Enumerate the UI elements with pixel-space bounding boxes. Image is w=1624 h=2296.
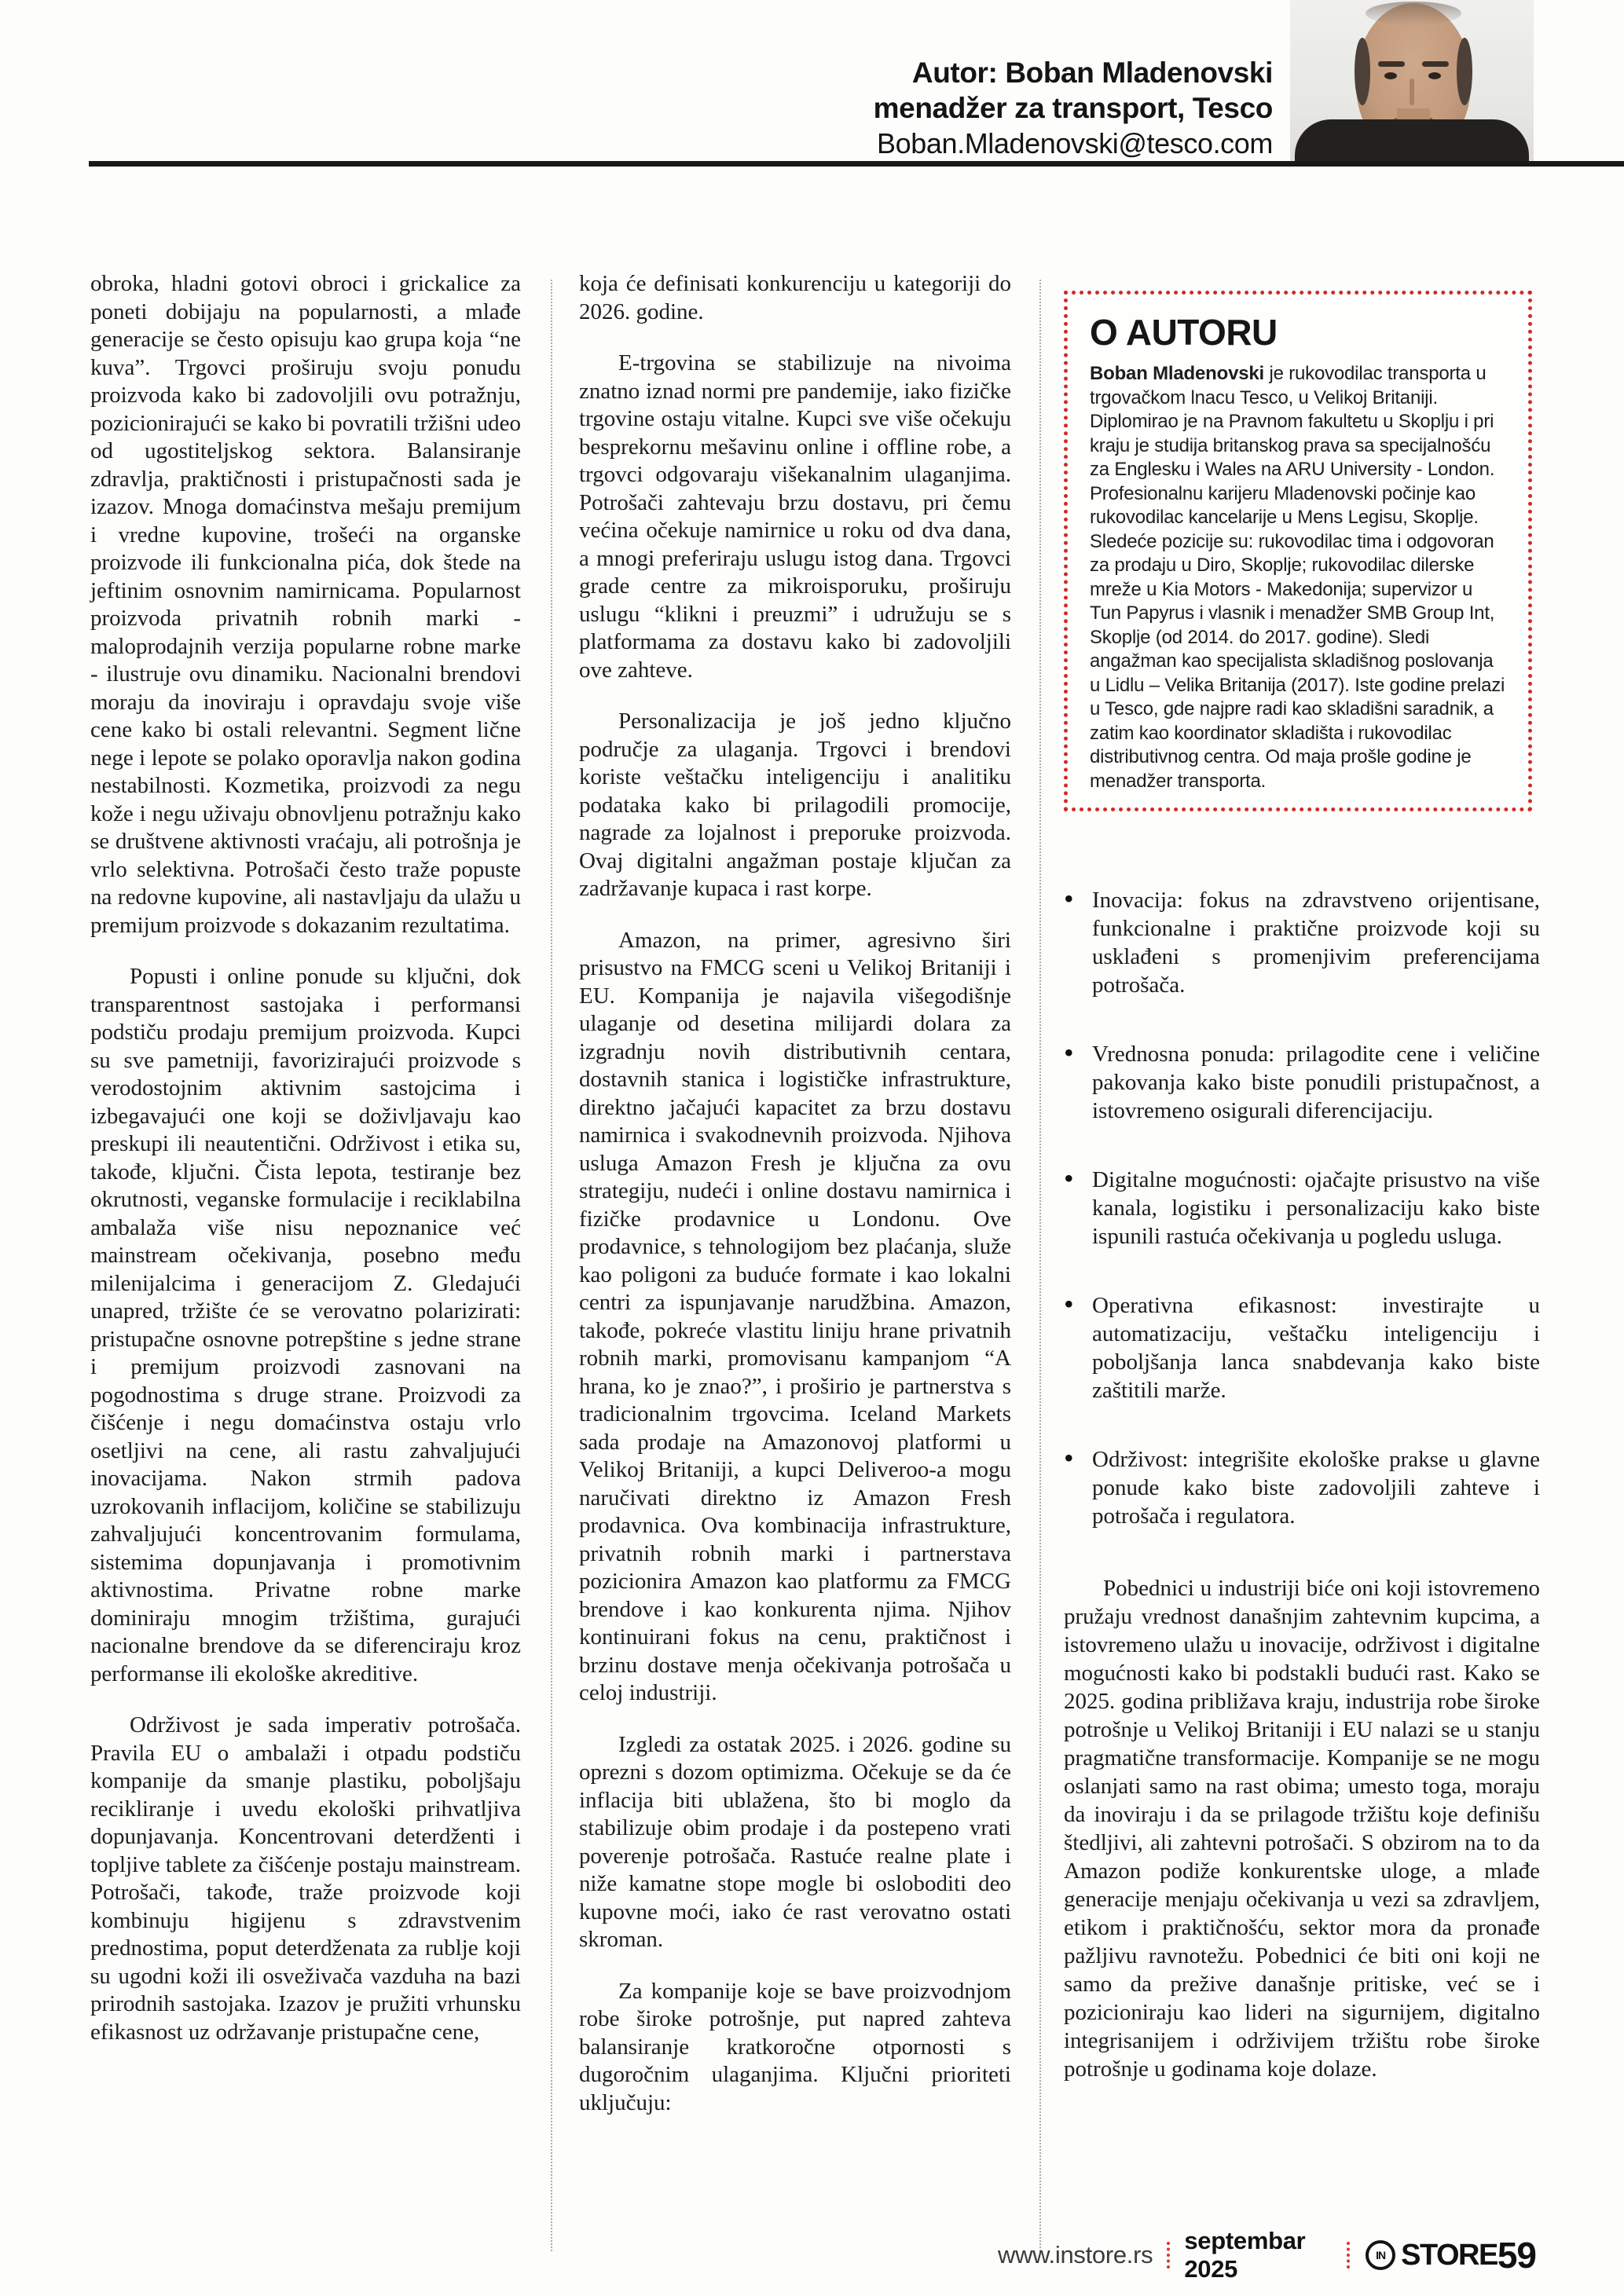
footer-site-url: www.instore.rs xyxy=(998,2241,1153,2269)
bullet-text: Operativna efikasnost: investirajte u automatizaciju, veštačku inteligenciju i poboljšanja lanca snabdevanja kako biste zaštitili marže. xyxy=(1092,1293,1540,1403)
priority-bullet-list xyxy=(1064,883,1540,1530)
author-portrait-photo xyxy=(1290,0,1534,162)
bullet-text: Digitalne mogućnosti: ojačajte prisustvo na više kanala, logistiku i personalizaciju kako biste ispunili rastuća očekivanja u pogledu usluga. xyxy=(1092,1167,1540,1249)
bullet-icon: • xyxy=(1064,1442,1074,1474)
author-role-line: menadžer za transport, Tesco xyxy=(873,92,1273,124)
bullet-item xyxy=(1064,1442,1540,1530)
bullet-text: Vrednosna ponuda: prilagodite cene i veličine pakovanja kako biste ponudili pristupačnost, a istovremeno osigurali diferencijaciju. xyxy=(1092,1042,1540,1123)
article-paragraph: Popusti i online ponude su ključni, dok transparentnost sastojaka i performansi podstiču prodaju premijum proizvoda. Kupci su sve pametniji, favorizirajući proizvode s verodostojnim aktivnim sastojcima i izbegavajući one koji se doživljavaju kao preskupi ili neautentični. Održivost i etika su, takođe, ključni. Čista lepota, testiranje bez okrutnosti, veganske formulacije i reciklabilna ambalaža više nisu nepoznanice već mainstream očekivanja, posebno među milenijalcima i generacijom Z. Gledajući unapred, tržište će se verovatno polarizirati: pristupačne osnovne potrepštine s jedne strane i premijum proizvodi zasnovani na pogodnostima s druge strane. Proizvodi za čišćenje i negu domaćinstva ostaju vrlo osetljivi na cene, ali rastu zahvaljujući inovacijama. Nakon strmih padova uzrokovanih inflacijom, količine se stabilizuju zahvaljujući koncentrovanim formulama, sistemima dopunjavanja i promotivnim aktivnostima. Privatne robne marke dominiraju mnogim tržištima, gurajući nacionalne brendove da se diferenciraju kroz performanse ili ekološke akreditive. xyxy=(90,964,521,1686)
bullet-text: Održivost: integrišite ekološke prakse u glavne ponude kako biste zadovoljili zahteve i potrošača i regulatora. xyxy=(1092,1447,1540,1529)
about-author-bio: je rukovodilac transporta u trgovačkom lnacu Tesco, u Velikoj Britaniji. Diplomirao je na Pravnom fakultetu u Skoplju i pri kraju je studija britanskog prava sa specijalnošću za Englesku i Wales na ARU University - London. Profesionalnu karijeru Mladenovski počinje kao rukovodilac kancelarije u Mens Legisu, Skoplje. Sledeće pozicije su: rukovodilac tima i odgovoran za prodaju u Diro, Skoplje; rukovodilac dilerske mreže u Kia Motors - Makedonija; supervizor u Tun Papyrus i vlasnik i menadžer SMB Group Int, Skoplje (od 2014. do 2017. godine). Sledi angažman kao specijalista skladišnog poslovanja u Lidlu – Velika Britanija (2017). Iste godine prelazi u Tesco, gde najpre radi kao skladišni saradnik, a zatim kao koordinator skladišta i rukovodilac distributivnog centra. Od maja prošle godine je menadžer transporta. xyxy=(1090,363,1505,792)
article-paragraph: Personalizacija je još jedno ključno područje za ulaganja. Trgovci i brendovi koriste veštačku inteligenciju i analitiku podataka kako bi prilagodili promocije, nagrade za lojalnost i preporuke proizvoda. Ovaj digitalni angažman postaje ključan za zadržavanje kupaca i rast korpe. xyxy=(579,709,1011,901)
portrait-eyebrow-right xyxy=(1422,61,1449,67)
page-number: 59 xyxy=(1497,2235,1536,2276)
portrait-nose xyxy=(1410,79,1414,105)
article-paragraph: koja će definisati konkurenciju u kategoriji do 2026. godine. xyxy=(579,271,1011,324)
article-paragraph: obroka, hladni gotovi obroci i grickalice za poneti dobijaju na popularnosti, a mlađe generacije se često opisuju kao grupa koja “ne kuva”. Trgovci proširuju svoju ponudu proizvoda kako bi zadovoljili ovu potražnju, pozicionirajući se kako bi povratili tržišni udeo od ugostiteljskog sektora. Balansiranje zdravlja, praktičnosti i pristupačnosti sada je izazov. Mnoga domaćinstva mešaju premijum i vredne kupovine, trošeći na organske proizvode ili funkcionalna pića, dok štede na jeftinim osnovnim namirnicama. Popularnost proizvoda privatnih robnih marki - maloprodajnih verzija popularne robne marke - ilustruje ovu dinamiku. Nacionalni brendovi moraju da inoviraju i opravdaju svoje više cene kako bi ostali relevantni. Segment lične nege i lepote se polako oporavlja nakon godina nestabilnosti. Kozmetika, proizvodi za negu kože i negu uživaju obnovljenu potražnju kako se društvene aktivnosti vraćaju, ali potrošnja je vrlo selektivna. Potrošači često traže popuste na redovne kupovine, ali nastavljaju da ulažu u premijum proizvode s dokazanim rezultatima. xyxy=(90,271,521,938)
about-author-text xyxy=(1090,362,1506,793)
in-circle-icon: IN xyxy=(1366,2240,1395,2270)
about-author-name: Boban Mladenovski xyxy=(1090,363,1264,384)
portrait-eye-left xyxy=(1384,72,1397,79)
article-column-1 xyxy=(90,270,521,2046)
article-column-3 xyxy=(1064,883,1540,2083)
bullet-item xyxy=(1064,1037,1540,1125)
footer-dotted-separator xyxy=(1167,2242,1170,2269)
bullet-icon: • xyxy=(1064,1288,1074,1320)
bullet-item xyxy=(1064,883,1540,999)
about-author-title: O AUTORU xyxy=(1090,312,1278,353)
bullet-text: Inovacija: fokus na zdravstveno orijentisane, funkcionalne i praktične proizvode koji su usklađeni s promenjivim preferencijama potrošača. xyxy=(1092,888,1540,998)
bullet-icon: • xyxy=(1064,1037,1074,1068)
page-footer xyxy=(998,2227,1536,2283)
portrait-shoulders xyxy=(1295,119,1529,162)
article-paragraph: Izgledi za ostatak 2025. i 2026. godine su oprezni s dozom optimizma. Očekuje se da će inflacija biti ublažena, što bi moglo da stabilizuje obim prodaje i da postepeno vrati poverenje potrošača. Rastuće realne plate i niže kamatne stope mogle bi osloboditi deo kupovne moći, iako će rast verovatno ostati skroman. xyxy=(579,1731,1011,1952)
column-separator-2 xyxy=(1039,280,1041,2251)
bullet-item xyxy=(1064,1288,1540,1404)
bullet-icon: • xyxy=(1064,1163,1074,1194)
portrait-hair-right xyxy=(1457,38,1472,105)
instore-logo xyxy=(1366,2239,1498,2272)
bullet-icon: • xyxy=(1064,883,1074,914)
article-paragraph: Za kompanije koje se bave proizvodnjom robe široke potrošnje, put napred zahteva balansiranje kratkoročne otpornosti s dugoročnim ulaganjima. Ključni prioriteti uključuju: xyxy=(579,1978,1011,2115)
article-paragraph: Održivost je sada imperativ potrošača. Pravila EU o ambalaži i otpadu podstiču kompanije da smanje plastiku, poboljšaju recikliranje i uvedu ekološki prihvatljiva dopunjavanja. Koncentrovani deterdženti i topljive tablete za čišćenje postaju mainstream. Potrošači, takođe, traže proizvode koji kombinuju higijenu s zdravstvenim prednostima, poput deterdženata za rublje koji su ugodni koži ili osveživača vazduha na bazi prirodnih sastojaka. Izazov je pružiti vrhunsku efikasnost uz održavanje pristupačne cene, xyxy=(90,1712,521,2045)
portrait-eye-right xyxy=(1428,72,1441,79)
author-block xyxy=(613,55,1273,161)
portrait-hair-left xyxy=(1355,38,1370,105)
bullet-item xyxy=(1064,1163,1540,1251)
article-paragraph: E-trgovina se stabilizuje na nivoima znatno iznad normi pre pandemije, iako fizičke trgovine ostaju vitalne. Kupci sve više očekuju besprekornu mešavinu online i offline robe, a trgovci odgovaraju višekanalnim ulaganjima. Potrošači zahtevaju brzu dostavu, pri čemu većina očekuje namirnice u roku od dva dana, a mnogi preferiraju uslugu istog dana. Trgovci grade centre za mikroisporuku, proširuju uslugu “klikni i preuzmi” i udružuju se s platformama za dostavu kako bi zadovoljili ove zahteve. xyxy=(579,350,1011,683)
article-paragraph: Amazon, na primer, agresivno širi prisustvo na FMCG sceni u Velikoj Britaniji i EU. Kompanija je najavila višegodišnje ulaganje od desetina milijardi dolara za izgradnju novih distributivnih centara, dostavnih stanica i logističke infrastrukture, direktno jačajući kapacitet za brzu dostavu namirnica i svakodnevnih proizvoda. Njihova usluga Amazon Fresh je ključna za ovu strategiju, nudeći i online dostavu namirnica i fizičke prodavnice u Londonu. Ove prodavnice, s tehnologijom bez plaćanja, služe kao poligoni za buduće formate i kao lokalni centri za ispunjavanje narudžbina. Amazon, takođe, pokreće vlastitu liniju hrane privatnih robnih marki, promovisanu kampanjom “A hrana, ko je znao?”, i proširio je partnerstva s tradicionalnim trgovcima. Iceland Markets sada prodaje na Amazonovoj platformi u Velikoj Britaniji, a kupci Deliveroo-a mogu naručivati direktno iz Amazon Fresh prodavnica. Ova kombinacija infrastrukture, privatnih robnih marki i partnerstava pozicionira Amazon kao platformu za FMCG brendove i kao konkurenta njima. Njihov kontinuirani fokus na cenu, praktičnost i brzinu dostave menja očekivanja potrošača u celoj industriji. xyxy=(579,927,1011,1705)
author-email: Boban.Mladenovski@tesco.com xyxy=(877,127,1273,159)
closing-paragraph: Pobednici u industriji biće oni koji istovremeno pružaju vrednost današnjim zahtevnim kupcima, a istovremeno ulažu u inovacije, održivost i digitalne mogućnosti kako bi podstakli budući rast. Kako se 2025. godina približava kraju, industrija robe široke potrošnje u Velikoj Britaniji i EU nalazi se u stanju pragmatične transformacije. Kompanije se ne mogu oslanjati samo na rast obima; umesto toga, moraju da inoviraju i da se prilagode tržištu koje definišu štedljivi, ali zahtevni potrošači. S obzirom na to da Amazon podiže konkurentske uloge, a mlađe generacije menjaju očekivanja u vezi sa zdravljem, etikom i praktičnošću, sektor mora da pronađe pažljivu ravnotežu. Pobednici će biti oni koji ne samo da prežive današnje pritiske, već se i pozicioniraju kao lideri na sigurnijem, digitalno integrisanijem i održivijem tržištu robe široke potrošnje u godinama koje dolaze. xyxy=(1064,1576,1540,2082)
footer-issue-date: septembar 2025 xyxy=(1184,2227,1306,2283)
author-name-line: Autor: Boban Mladenovski xyxy=(911,57,1273,89)
store-wordmark: STORE xyxy=(1401,2238,1498,2272)
article-column-2 xyxy=(579,270,1011,2117)
portrait-hair-top xyxy=(1366,2,1461,25)
portrait-eyebrow-left xyxy=(1378,61,1405,67)
footer-dotted-separator xyxy=(1347,2242,1350,2269)
about-author-box xyxy=(1064,291,1532,811)
header-divider-rule xyxy=(89,161,1624,167)
column-separator-1 xyxy=(551,280,552,2251)
